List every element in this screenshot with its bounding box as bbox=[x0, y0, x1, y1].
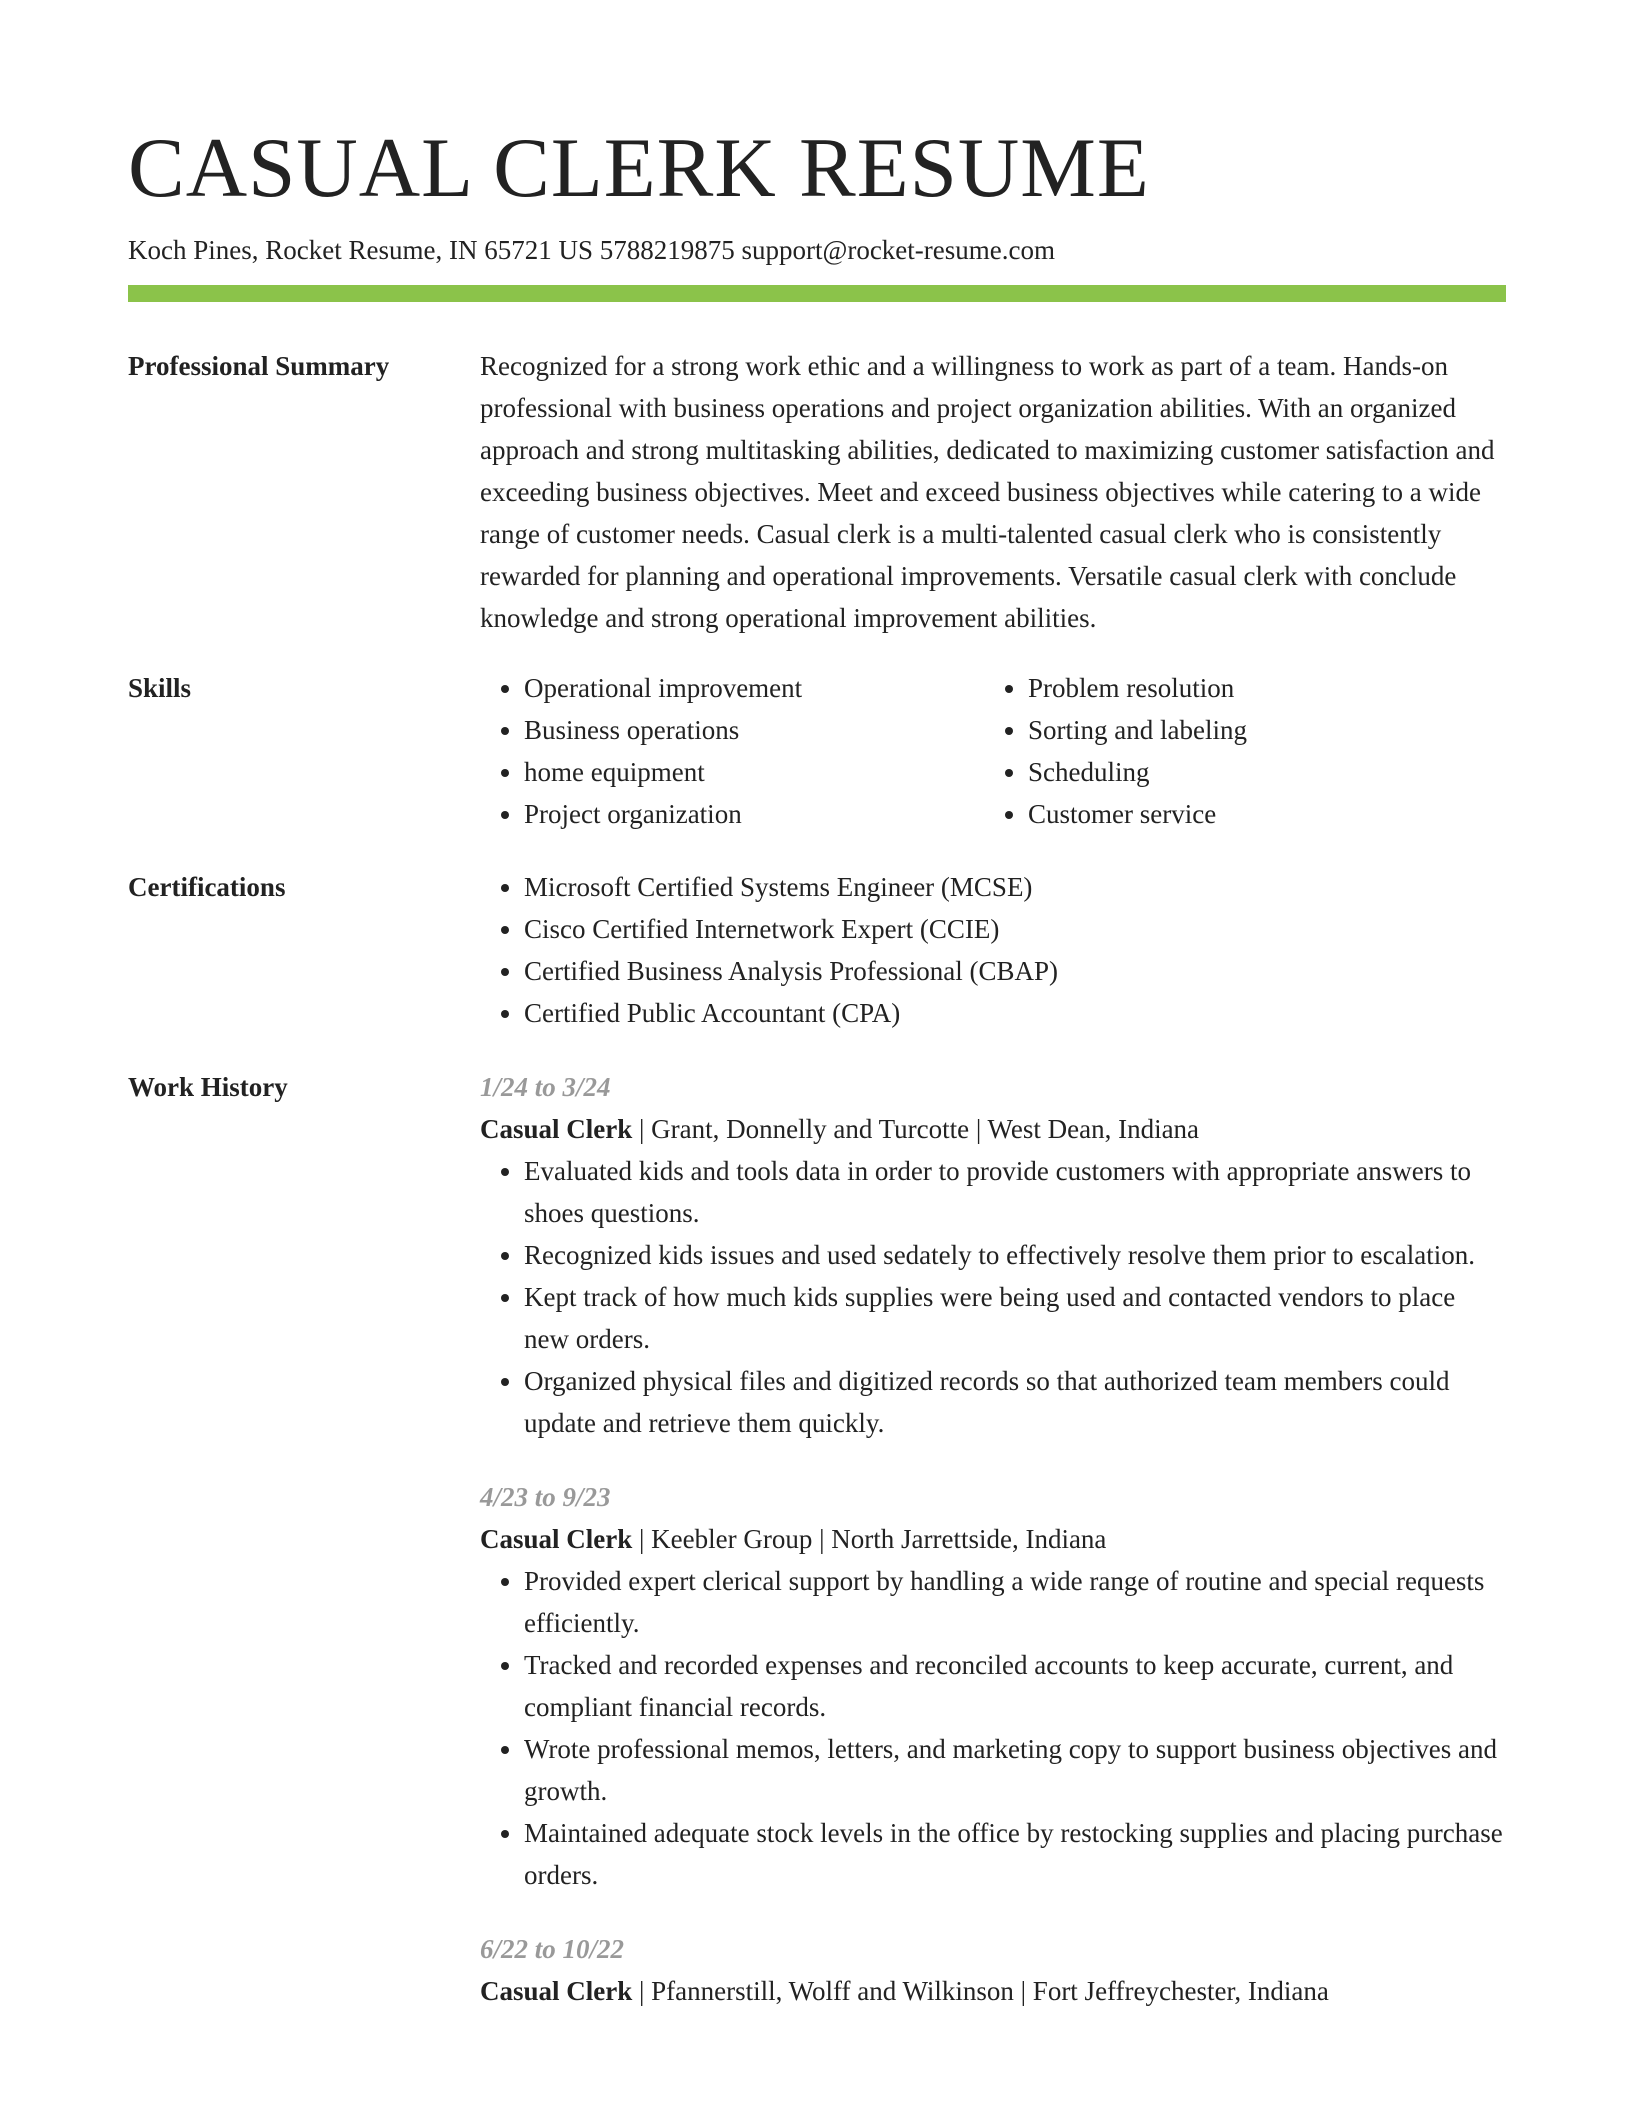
job-heading bbox=[480, 1970, 1506, 2012]
summary-heading: Professional Summary bbox=[128, 351, 390, 381]
skill-item: • Scheduling bbox=[1028, 751, 1488, 793]
job-title: Casual Clerk bbox=[480, 1114, 633, 1144]
certifications-heading: Certifications bbox=[128, 872, 286, 902]
summary-text: Recognized for a strong work ethic and a willingness to work as part of a team. Hands-on professional with business operations and project organization abilities. With an organized approach and strong multitasking abilities, dedicated to maximizing customer satisfaction and exceeding business objectives. Meet and exceed business objectives while catering to a wide range of customer needs. Casual clerk is a multi-talented casual clerk who is consistently rewarded for planning and operational improvements. Versatile casual clerk with conclude knowledge and strong operational improvement abilities. bbox=[480, 351, 1495, 633]
job-dates: 6/22 to 10/22 bbox=[480, 1934, 625, 1964]
certification-item: • Microsoft Certified Systems Engineer (MCSE) bbox=[524, 866, 1506, 908]
skill-item: • Operational improvement bbox=[524, 667, 984, 709]
job-duty-item: • Maintained adequate stock levels in the office by restocking supplies and placing purchase orders. bbox=[524, 1812, 1506, 1896]
job-details: | Keebler Group | North Jarrettside, Indiana bbox=[632, 1524, 1107, 1554]
skill-item: • home equipment bbox=[524, 751, 984, 793]
job-title: Casual Clerk bbox=[480, 1524, 633, 1554]
skills-body bbox=[480, 667, 1506, 835]
job-details: | Pfannerstill, Wolff and Wilkinson | Fort Jeffreychester, Indiana bbox=[632, 1976, 1329, 2006]
skill-item: • Business operations bbox=[524, 709, 984, 751]
skills-column-left bbox=[480, 667, 984, 835]
job-heading bbox=[480, 1108, 1506, 1150]
contact-line: Koch Pines, Rocket Resume, IN 65721 US 5788219875 support@rocket-resume.com bbox=[128, 235, 1055, 265]
summary-body bbox=[480, 345, 1506, 639]
job-heading bbox=[480, 1518, 1506, 1560]
certification-item: • Cisco Certified Internetwork Expert (CCIE) bbox=[524, 908, 1506, 950]
job-duty-item: • Evaluated kids and tools data in order to provide customers with appropriate answers to shoes questions. bbox=[524, 1150, 1506, 1234]
skill-item: • Sorting and labeling bbox=[1028, 709, 1488, 751]
job-dates: 1/24 to 3/24 bbox=[480, 1072, 611, 1102]
job-duty-item: • Kept track of how much kids supplies were being used and contacted vendors to place new orders. bbox=[524, 1276, 1506, 1360]
certification-item: • Certified Public Accountant (CPA) bbox=[524, 992, 1506, 1034]
job-entry bbox=[480, 1476, 1506, 1896]
skills-heading: Skills bbox=[128, 673, 192, 703]
resume-title: CASUAL CLERK RESUME bbox=[128, 121, 1150, 215]
certification-item: • Certified Business Analysis Professional (CBAP) bbox=[524, 950, 1506, 992]
job-dates: 4/23 to 9/23 bbox=[480, 1482, 611, 1512]
work-history-heading: Work History bbox=[128, 1072, 288, 1102]
job-entry bbox=[480, 1928, 1506, 2012]
job-entry bbox=[480, 1066, 1506, 1444]
job-duties bbox=[480, 1150, 1506, 1444]
skill-item: • Project organization bbox=[524, 793, 984, 835]
job-title: Casual Clerk bbox=[480, 1976, 633, 2006]
work-history-body bbox=[480, 1066, 1506, 2012]
job-duty-item: • Provided expert clerical support by handling a wide range of routine and special requests efficiently. bbox=[524, 1560, 1506, 1644]
job-duty-item: • Recognized kids issues and used sedately to effectively resolve them prior to escalation. bbox=[524, 1234, 1506, 1276]
job-duty-item: • Wrote professional memos, letters, and marketing copy to support business objectives and growth. bbox=[524, 1728, 1506, 1812]
accent-divider bbox=[128, 285, 1506, 302]
skill-item: • Customer service bbox=[1028, 793, 1488, 835]
job-details: | Grant, Donnelly and Turcotte | West Dean, Indiana bbox=[632, 1114, 1200, 1144]
job-duty-item: • Tracked and recorded expenses and reconciled accounts to keep accurate, current, and compliant financial records. bbox=[524, 1644, 1506, 1728]
job-duty-item: • Organized physical files and digitized records so that authorized team members could update and retrieve them quickly. bbox=[524, 1360, 1506, 1444]
job-duties bbox=[480, 1560, 1506, 1896]
certifications-body bbox=[480, 866, 1506, 1034]
skill-item: • Problem resolution bbox=[1028, 667, 1488, 709]
skills-column-right bbox=[984, 667, 1488, 835]
